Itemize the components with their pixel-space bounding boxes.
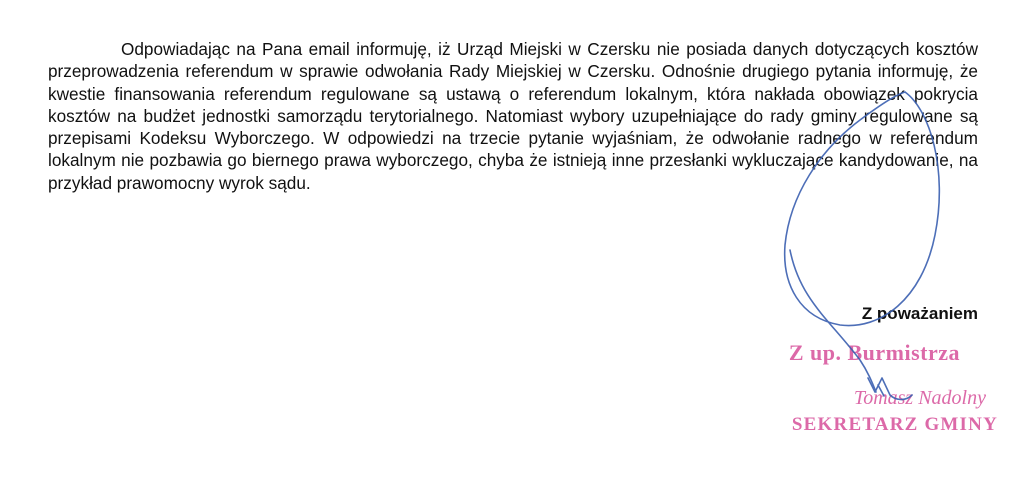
stamp-title-line: SEKRETARZ GMINY [791, 414, 998, 435]
stamp-authority-line: Z up. Burmistrza [788, 340, 960, 365]
letter-paragraph: Odpowiadając na Pana email informuję, iż Urząd Miejski w Czersku nie posiada danych dotyczących kosztów przeprowadzenia referendum w sprawie odwołania Rady Miejskiej w Czersku. Odnośnie drugiego pytania informuję, że kwestie finansowania referendum regulowane są ustawą o referendum lokalnym, która nakłada obowiązek pokrycia kosztów na budżet jednostki samorządu terytorialnego. Natomiast wybory uzupełniające do rady gminy regulowane są przepisami Kodeksu Wyborczego. W odpowiedzi na trzecie pytanie wyjaśniam, że odwołanie radnego w referendum lokalnym nie pozbawia go biernego prawa wyborczego, chyba że istnieją inne przesłanki wykluczające kandydowanie, na przykład prawomocny wyrok sądu. [48, 39, 978, 193]
closing-phrase: Z poważaniem [861, 304, 978, 323]
letter-body [48, 38, 978, 194]
official-stamp [758, 338, 998, 436]
stamp-name-line: Tomasz Nadolny [853, 387, 986, 409]
